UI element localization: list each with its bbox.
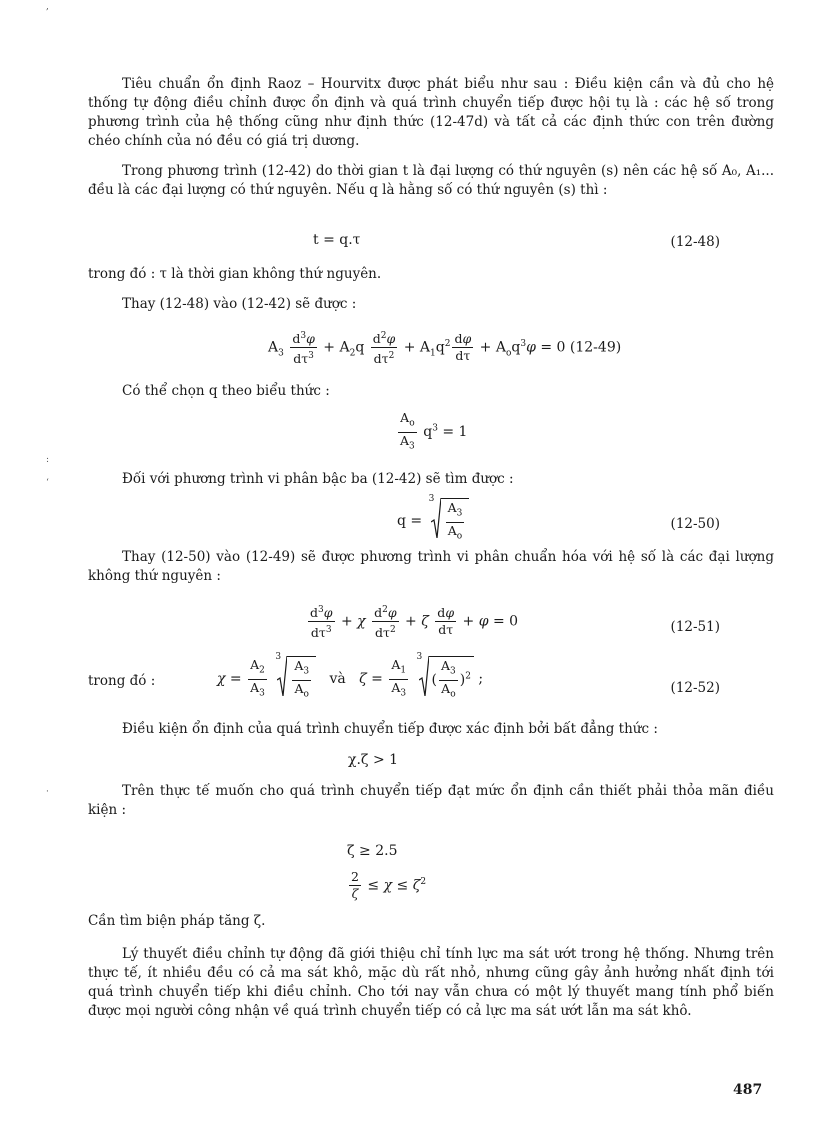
paragraph-third-order: Đối với phương trình vi phân bậc ba (12-42) sẽ tìm được :	[122, 471, 514, 487]
scan-mark: ,	[46, 2, 49, 12]
scan-mark: ·	[46, 787, 49, 797]
paragraph-normalized-equation: Thay (12-50) vào (12-49) sẽ được phương trình vi phân chuẩn hóa với hệ số là các đại lượng không thứ nguyên :	[88, 549, 774, 584]
paragraph-increase-zeta: Cần tìm biện pháp tăng ζ.	[88, 913, 266, 929]
equation-number-12-51: (12-51)	[670, 619, 720, 635]
paragraph-practical-condition: Trên thực tế muốn cho quá trình chuyển tiếp đạt mức ổn định cần thiết phải thỏa mãn điều kiện :	[88, 783, 774, 818]
equation-number-12-50: (12-50)	[670, 516, 720, 532]
equation-12-52: χ = $\frac{A_2}{A_3}$ 3 $\frac{A_3}{A_o}$ và ζ = $\frac{A_1}{A_3}$ 3 ( $\frac{A_3}{A_o}$ )$^2$ ;	[217, 656, 483, 702]
paragraph-substitute-48: Thay (12-48) vào (12-42) sẽ được :	[122, 296, 357, 312]
paragraph-dry-friction: Lý thuyết điều chỉnh tự động đã giới thiệu chỉ tính lực ma sát ướt trong hệ thống. Nhưng trên thực tế, ít nhiều đều có cả ma sát khô, mặc dù rất nhỏ, nhưng cũng gây ảnh hưởng nhất định tới quá trình chuyển tiếp khi điều chỉnh. Cho tới nay vẫn chưa có một lý thuyết mang tính phổ biến được mọi người công nhận về quá trình chuyển tiếp có cả lực ma sát ướt lẫn ma sát khô.	[88, 946, 774, 1019]
equation-number-12-52: (12-52)	[670, 680, 720, 696]
equation-number-12-49: (12-49)	[569, 339, 622, 356]
paragraph-dimensional-coefficients: Trong phương trình (12-42) do thời gian t là đại lượng có thứ nguyên (s) nên các hệ số A₀, A₁... đều là các đại lượng có thứ nguyên. Nếu q là hằng số có thứ nguyên (s) thì :	[88, 163, 774, 198]
radical-sign-icon	[431, 498, 441, 538]
inequality-zeta: ζ ≥ 2.5	[347, 843, 398, 859]
equation-q-condition: $\frac{A_o}{A_3}$ $q^3 = 1$	[400, 410, 468, 451]
radical-sign-icon	[277, 656, 287, 696]
paragraph-tau-definition: trong đó : τ là thời gian không thứ nguyên.	[88, 266, 382, 282]
paragraph-raoz-criterion: Tiêu chuẩn ổn định Raoz – Hourvitx được phát biểu như sau : Điều kiện cần và đủ cho hệ thống tự động điều chỉnh được ổn định và quá trình chuyển tiếp được hội tụ là : các hệ số trong phương trình của hệ thống cũng như định thức (12-47d) và tất cả các định thức con trên đường chéo chính của nó đều có giá trị dương.	[88, 76, 774, 149]
equation-12-48	[313, 232, 360, 248]
where-label: trong đó :	[88, 673, 156, 689]
equation-12-49-rhs: = 0	[540, 339, 566, 356]
scan-mark: ʻ	[46, 478, 49, 488]
equation-number-12-48: (12-48)	[670, 234, 720, 250]
and-word: và	[329, 671, 346, 687]
inequality-chi-zeta: χ.ζ > 1	[348, 752, 399, 768]
equation-12-51: $\frac{d^3\varphi}{d\tau^3}$ + χ $\frac{d^2\varphi}{d\tau^2}$ + ζ $\frac{d\varphi}{d\tau}$ + φ = 0	[306, 602, 518, 641]
paragraph-choose-q: Có thể chọn q theo biểu thức :	[122, 383, 330, 399]
scan-mark: :	[46, 455, 50, 465]
paragraph-stability-condition: Điều kiện ổn định của quá trình chuyển tiếp được xác định bởi bất đẳng thức :	[122, 721, 658, 737]
equation-12-50: q = 3 $\frac{A_3}{A_o}$	[397, 498, 469, 544]
inequality-chi-range: $\frac{2}{\zeta}$ ≤ $\chi \le \zeta^2$	[351, 869, 427, 901]
page-number: 487	[733, 1082, 763, 1098]
equation-12-48-body: t = q.τ	[313, 232, 361, 248]
radical-sign-icon	[419, 656, 429, 696]
equation-12-49: $A_3$ $\frac{d^3\varphi}{d\tau^3}$ + $A_2q$ $\frac{d^2\varphi}{d\tau^2}$ + $A_1q^2$ $\frac{d\varphi}{d\tau}$ + $A_oq^3\varphi = 0$ (12-49)	[268, 328, 621, 367]
